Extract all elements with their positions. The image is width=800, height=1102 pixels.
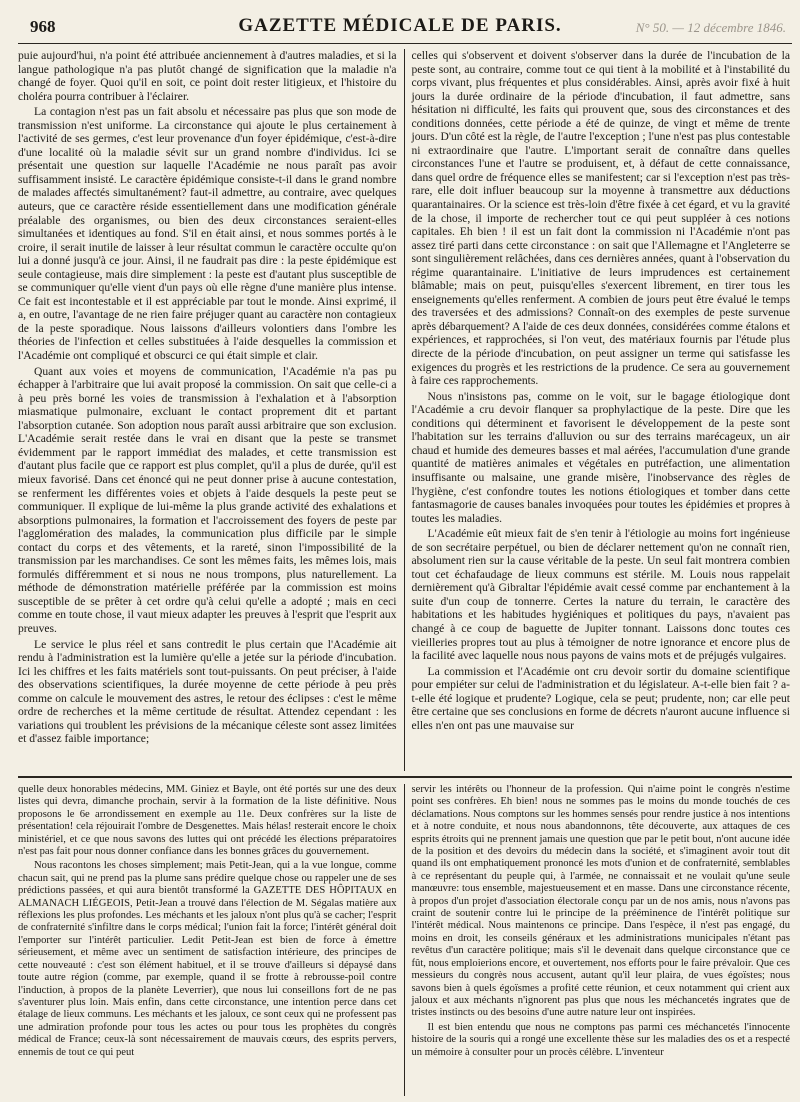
- paragraph: Il est bien entendu que nous ne comptons pas parmi ces méchancetés l'innocente histoire de la souris qui a rongé une excellente thèse sur les maladies des os et a respecté un mémoire à consulter pour un procès célèbre. L'inventeur: [411, 1021, 790, 1058]
- lower-article: [18, 784, 790, 1096]
- paragraph: Nous racontons les choses simplement; mais Petit-Jean, qui a la vue longue, comme chacun sait, qui ne prend pas la plume sans prédire quelque chose ou rappeler une de ses prédictions passées, et qui aura bientôt transformé la GAZETTE DES HÔPITAUX en ALMANACH LIÉGEOIS, Petit-Jean a trouvé dans l'élection de M. Ségalas matière aux réflexions les plus profondes. Les méchants et les jaloux n'ont plus qu'à se cacher; l'esprit de confraternité s'infiltre dans le corps médical; l'union fait la force; l'intérêt général doit l'emporter sur l'intérêt particulier. Ledit Petit-Jean est bien de force à émettre sérieusement, et même avec un sentiment de satisfaction intérieure, des principes de cette nouveauté : c'est son élément habituel, et il se trouve d'ailleurs si dépaysé dans toute autre région (comme, par exemple, quand il se frotte à rebrousse-poil contre l'induction, à propos de la planète Leverrier), que nous lui conseillons fort de ne pas s'aventurer plus loin. Mais enfin, dans cette circonstance, une intention perce dans cet étalage de lieux communs. Les méchants et les jaloux, ce sont ceux qui ne professent pas une admiration profonde pour tous les actes ou pour tous les prophètes du congrès médical de France; ceux-là sont nécessairement de mauvais cœurs, des esprits pervers, ennemis de tout ce qui peut: [18, 860, 397, 1058]
- section-divider: [18, 776, 792, 778]
- paragraph: L'Académie eût mieux fait de s'en tenir à l'étiologie au moins fort ingénieuse de son secrétaire perpétuel, ou bien de déclarer nettement qu'on ne connaît rien, absolument rien sur la cause véritable de la peste. Un seul fait montrera combien tout cet échafaudage de lieux communs est stérile. M. Louis nous rappelait dernièrement qu'à Gibraltar l'épidémie avait cessé comme par enchantement à la suite d'un coup de tonnerre. Certes la nature du terrain, le caractère des habitations et les habitudes hygiéniques et politiques du pays, n'avaient pas changé à ce coup de baguette de Jupiter tonnant. Laissons donc toutes ces vieilleries propres tout au plus à témoigner de notre ignorance et encore plus de la facilité avec laquelle nous nous payons de vains mots et de préjugés vulgaires.: [411, 527, 790, 663]
- paragraph: La contagion n'est pas un fait absolu et nécessaire pas plus que son mode de transmission n'est uniforme. La circonstance qui ajoute le plus certainement à l'activité de ses germes, c'est leur provenance d'un foyer épidémique, c'est-à-dire d'une localité où la maladie sévit sur un grand nombre d'individus. Ici se présentait une question sur laquelle l'Académie ne nous paraît pas avoir suffisamment insisté. Le caractère épidémique consiste-t-il dans le grand nombre de malades affectés simultanément? faut-il admettre, au contraire, avec quelques auteurs, que ce caractère réside essentiellement dans une modification générale préalable des organismes, ou bien des deux circonstances seraient-elles simultanées et identiques au fond. S'il en était ainsi, et nous sommes portés à le croire, il serait inutile de laisser à leur résultat commun le caractère occulte qu'on lui a donné jusqu'à ce jour. Ainsi, il ne faudrait pas dire : la peste épidémique est seule contagieuse, mais dire simplement : la peste est d'autant plus susceptible de se communiquer qu'elle vient d'un pays où elle règne d'une manière plus intense. Ce fait est incontestable et il est appréciable par tout le monde. Ainsi exprimé, il a, en outre, l'avantage de ne rien faire préjuger quant au caractère non contagieux de la peste sporadique. Nous laissons d'ailleurs volontiers dans l'ombre les théories de l'infection et celles substituées à l'aide desquelles la commission et l'Académie ont compliqué et obscurci ce qui était simple et clair.: [18, 105, 397, 363]
- upper-left-column: [18, 49, 405, 771]
- paragraph: celles qui s'observent et doivent s'observer dans la durée de l'incubation de la peste sont, au contraire, comme tout ce qui tient à la mobilité et à l'instabilité du corps vivant, plus fréquentes et plus considérables. Ainsi, après avoir fixé à huit jours la durée ordinaire de la période d'incubation, il faut admettre, sans hésitation ni difficulté, les faits qui prouvent que, sous des circonstances et des conditions données, cette période a été de quinze, de vingt et même de trente jours. D'un côté est la règle, de l'autre l'exception ; l'une n'est pas plus contestable ni extraordinaire que l'autre. L'important serait de connaître dans quelles circonstances l'une et l'autre se produisent, et, à défaut de cette connaissance, dans quel ordre de fréquence elles se manifestent; car si l'exception n'est pas très-rare, elle doit influer beaucoup sur la moyenne à transmettre aux déductions quarantainaires. Or la science est très-loin d'être fixée à cet égard, et vu la gravité de la chose, il importe de rechercher tout ce qui peut suppléer à ces notions capitales. Eh bien ! il est un fait dont la commission ni l'Académie n'ont pas assez tiré parti dans cette circonstance : on sait que l'Allemagne et l'Angleterre se sont singulièrement relâchées, dans ces dernières années, quant à l'observation du régime quarantainaire. L'initiative de leurs imprudences est certainement blâmable; mais on peut, puisqu'elles s'exercent librement, en tirer tous les enseignements qu'elles renferment. A combien de jours peut être évalué le temps des traversées et des admissions? Connaît-on des exemples de peste survenue après débarquement? A l'aide de ces deux données, considérées comme étalons et expériences, et rapprochées, si l'on veut, des matériaux fournis par l'étude plus directe de la période d'incubation, on peut assigner un terme qui satisfasse les exigences du progrès et les restrictions de la prudence. Ce sera au gouvernement à faire ces rapprochements.: [411, 49, 790, 388]
- lower-left-column: [18, 784, 405, 1096]
- upper-article: [18, 49, 790, 771]
- lower-right-column: [405, 784, 791, 1096]
- paragraph: quelle deux honorables médecins, MM. Giniez et Bayle, ont été portés sur une des deux listes qui devra, dimanche prochain, servir à la formation de la liste définitive. Nous proposons le 6e arrondissement en exemple au 11e. Deux confrères sur la liste de présentation! cela réjouirait l'ombre de Desgenettes. Mais hélas! resterait encore le choix ministériel, et ce que nous savons des luttes qui ont précédé les élections préparatoires n'est pas fait pour nous donner confiance dans les bonnes grâces du gouvernement.: [18, 784, 397, 858]
- issue-date: N° 50. — 12 décembre 1846.: [635, 20, 786, 35]
- paragraph: puie aujourd'hui, n'a point été attribuée anciennement à d'autres maladies, et si la langue pathologique n'a pas plutôt changé de signification que la maladie n'a changé de foyer. Quoi qu'il en soit, ce point doit rester litigieux, et l'histoire du choléra pourra contribuer à l'éclairer.: [18, 49, 397, 103]
- paragraph: servir les intérêts ou l'honneur de la profession. Qui n'aime point le congrès n'estime point ses confrères. Eh bien! nous ne sommes pas le moins du monde touchés de ces déclamations. Nous comptons sur les hommes sensés pour rendre justice à nos intentions et à notre conduite, et nous nous abandonnons, tête découverte, aux attaques de ces esprits étroits qui ne prennent jamais une question que par le petit bout, n'ont aucune idée de la position et des devoirs du médecin dans la société, et s'imaginent avoir tout dit quand ils ont emphatiquement prononcé les mots d'union et de confraternité, semblables à ce représentant du peuple qui, à l'armée, ne connaissait et ne voulait qu'une seule manœuvre: tous ensemble, majestueusement et en masse. Dans une circonstance récente, à propos d'un projet d'association électorale conçu par un de nos amis, nous n'avons pas craint de soutenir contre lui le principe de la prééminence de l'intérêt politique sur l'intérêt médical. Nous maintenons ce principe. Dans l'espèce, il n'est pas engagé, du moins en droit, les conseils généraux et les administrations municipales n'étant pas revêtus d'un caractère politique; mais s'il le devenait dans quelque circonstance que ce fût, nous emploierions encore, et ouvertement, nos efforts pour le faire prévaloir. Que ces messieurs du congrès nous accusent, autant qu'il leur plaira, de vues égoïstes; nous savons bien à quels égoïsmes a profité cette réunion, et ceux notamment qui crient aux jaloux et aux méchants n'ignorent pas plus que nous les méchancetés ingrates que de tristes instincts ou des besoins d'une autre nature leur ont inspirées.: [411, 784, 790, 1019]
- paragraph: Quant aux voies et moyens de communication, l'Académie n'a pas pu échapper à l'arbitraire que lui avait proposé la commission. On sait que celle-ci a à peu près borné les voies de transmission à l'exhalation et à l'absorption miasmatique pulmonaire, excluant le contact proprement dit et partant l'absorption cutanée. Son adoption nous paraît aussi arbitraire que son exclusion. L'Académie serait restée dans le vrai en disant que la peste se transmet évidemment par le rapport immédiat des malades, et cette transmission est d'autant plus facile que ce rapport est plus complet, qu'il a plus de durée, qu'il est mieux favorisé. Dans cet énoncé qui ne peut donner prise à aucune contestation, se renferment les différentes voies et objets à l'aide desquels la peste peut se communiquer. Il explique de lui-même la plus grande activité des exhalations et absorptions pulmonaires, la formation et l'accroissement des foyers de peste par l'agglomération des malades, la communication plus difficile par le simple contact du corps et des vêtements, et la rareté, sinon l'impossibilité de la transmission par les marchandises. Ce sont les mêmes faits, les mêmes lois, mais formulés différemment et si nous ne nous trompons, plus naturellement. La méthode de démonstration matérielle préférée par la commission est moins susceptible de se prêter à cet ordre qu'à celui qu'elle a adopté ; mais en ceci comme en toute chose, il vaut mieux adapter les preuves à l'esprit que l'esprit aux preuves.: [18, 364, 397, 635]
- journal-title: GAZETTE MÉDICALE DE PARIS.: [238, 15, 562, 36]
- paragraph: La commission et l'Académie ont cru devoir sortir du domaine scientifique pour empiéter sur celui de l'administration et du législateur. A-t-elle bien fait ? a-t-elle été logique et prudente? Logique, cela se peut; prudente, non; car elle peut être certaine que ses conclusions en forme de décrets n'auront aucune influence si elles n'en ont pas une mauvaise sur: [411, 664, 790, 732]
- paragraph: Le service le plus réel et sans contredit le plus certain que l'Académie ait rendu à l'administration est la lumière qu'elle a jetée sur la période d'incubation. Ici les chiffres et les faits matériels sont tout-puissants. On peut préciser, à l'aide des observations scientifiques, la durée moyenne de cette période à peu près comme on calcule le mouvement des astres, le retour des éclipses : c'est le même ordre de recherches et la même certitude de résultat. Attendez cependant : les variations qui troublent les prévisions de la mécanique céleste sont assez limitées et d'assez faible importance;: [18, 637, 397, 746]
- upper-right-column: [405, 49, 791, 771]
- page-header: [6, 0, 794, 44]
- page-number: 968: [30, 17, 56, 36]
- paragraph: Nous n'insistons pas, comme on le voit, sur le bagage étiologique dont l'Académie a cru devoir flanquer sa prophylactique de la peste. Dire que les conditions qui déterminent et favorisent le développement de la peste sont l'habitation sur les terrains d'alluvion ou sur des terrains marécageux, un air chaud et humide des demeures basses et mal aérées, l'accumulation d'une grande quantité de matières animales et végétales en putréfaction, une alimentation insuffisante ou malsaine, une grande misère, l'inobservance des règles de l'hygiène, c'est confondre toutes les notions étiologiques et tomber dans cette fantasmagorie de causes banales invoquées pour toutes les épidémies et propres à toutes les maladies.: [411, 389, 790, 525]
- header-rule: [18, 43, 792, 44]
